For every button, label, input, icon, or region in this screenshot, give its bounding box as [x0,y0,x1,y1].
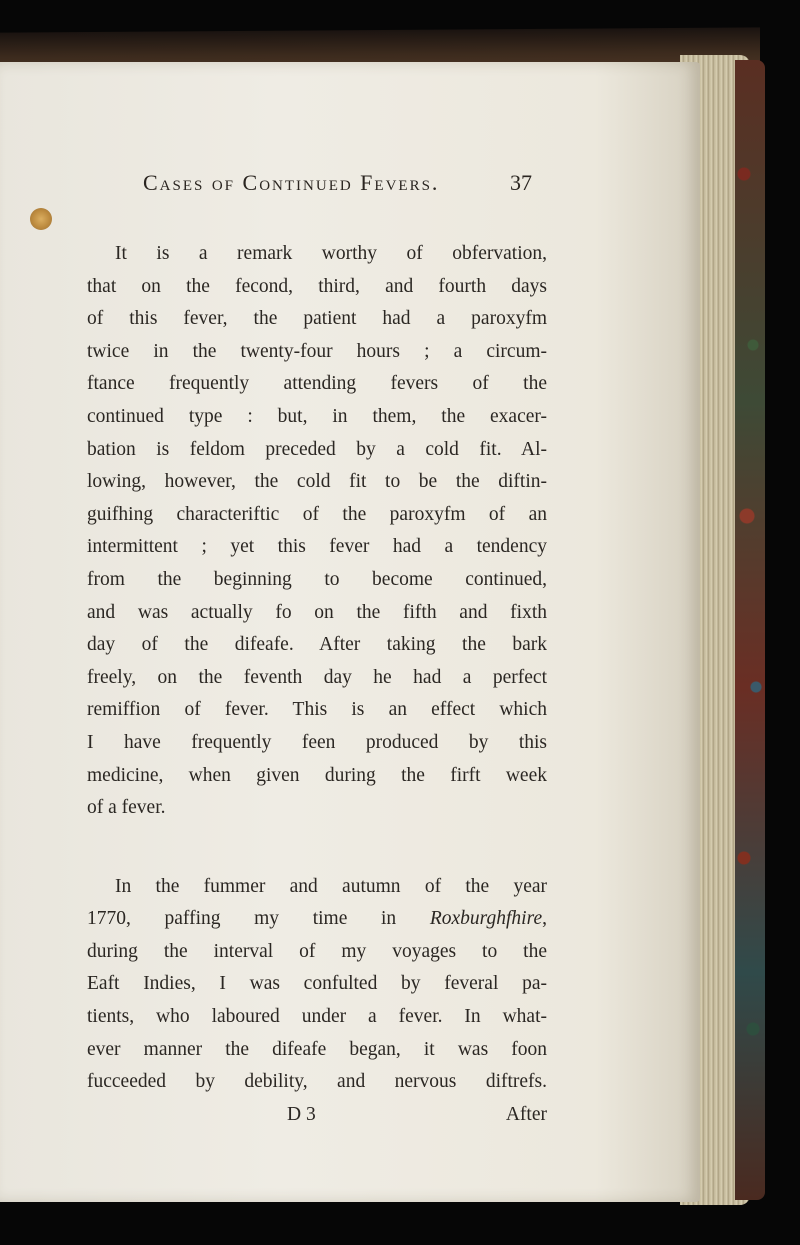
text-line: It is a remark worthy of obfervation, [115,243,547,264]
text-line: that on the fecond, third, and fourth days [87,275,547,297]
paragraph-2 [87,871,547,1099]
text-line: continued type : but, in them, the exacer- [87,405,547,427]
text-segment: 1770, paffing my time in [87,908,430,930]
text-line: fucceeded by debility, and nervous diftrefs. [87,1071,547,1093]
signature-mark: D 3 [287,1103,316,1125]
text-line: of a fever. [87,797,166,819]
text-line: from the beginning to become continued, [87,568,547,590]
text-line: and was actually fo on the fifth and fixth [87,601,547,623]
text-line: guifhing characteriftic of the paroxyfm of an [87,503,547,525]
text-line: medicine, when given during the firft week [87,764,547,786]
text-line: twice in the twenty-four hours ; a circum- [87,340,547,362]
text-line: lowing, however, the cold fit to be the diftin- [87,471,547,493]
text-line: freely, on the feventh day he had a perfect [87,666,547,688]
marbled-edge [735,60,765,1200]
text-line: remiffion of fever. This is an effect which [87,699,547,721]
text-line: ftance frequently attending fevers of the [87,373,547,395]
catchword: After [505,1103,547,1125]
place-name-italic: Roxburghfhire [429,908,543,930]
text-line: day of the difeafe. After taking the bark [87,634,547,656]
page-footer [87,1099,547,1131]
text-line: ever manner the difeafe began, it was foon [87,1038,547,1060]
text-line: of this fever, the patient had a paroxyfm [87,308,547,330]
paragraph-gap [87,825,547,871]
paragraph-1 [87,238,547,825]
body-text [87,238,547,1131]
text-line: In the fummer and autumn of the year [115,875,547,897]
text-line: during the interval of my voyages to the [87,940,547,962]
text-line: tients, who laboured under a fever. In what- [87,1006,547,1028]
page-number: 37 [510,170,532,195]
text-line: bation is feldom preceded by a cold fit. Al- [87,438,547,460]
ink-stain [30,208,52,230]
text-line-with-italic [87,903,547,936]
running-head: Cases of Continued Fevers. [143,170,440,195]
text-line: Eaft Indies, I was confulted by feveral pa- [87,973,547,995]
text-line: I have frequently feen produced by this [87,731,547,753]
text-line: intermittent ; yet this fever had a tendency [87,536,547,558]
text-segment: , [542,908,547,930]
